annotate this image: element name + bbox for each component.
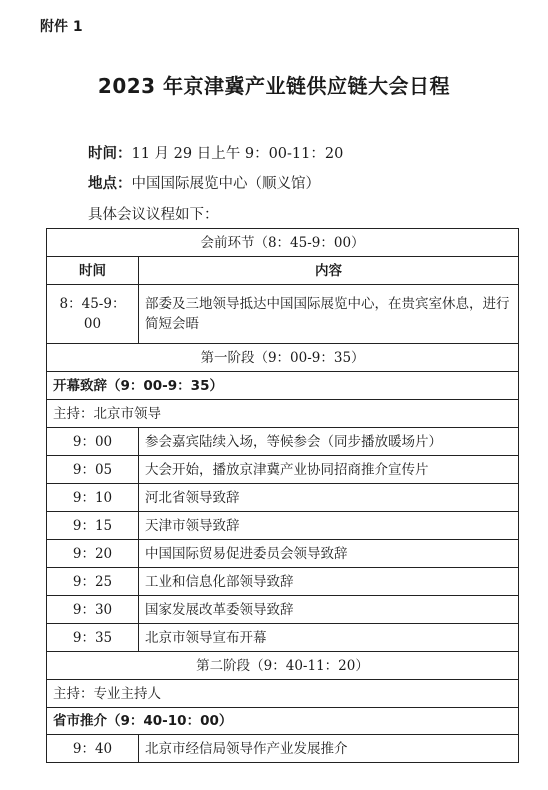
agenda-intro: 具体会议议程如下： [88, 207, 219, 223]
host1-text: 主持：北京市领导 [47, 400, 519, 428]
row-time: 9：00 [47, 428, 139, 456]
pre-session-heading: 会前环节（8：45-9：00） [47, 229, 519, 257]
page-title: 2023 年京津冀产业链供应链大会日程 [97, 74, 451, 98]
table-row [47, 484, 519, 512]
table-row [47, 596, 519, 624]
attachment-label: 附件 1 [40, 19, 83, 35]
row-content: 大会开始，播放京津冀产业协同招商推介宣传片 [139, 456, 519, 484]
row-content: 国家发展改革委领导致辞 [139, 596, 519, 624]
row-content: 天津市领导致辞 [139, 512, 519, 540]
column-header-content: 内容 [139, 257, 519, 285]
row-time: 9：15 [47, 512, 139, 540]
section-row-pre [47, 229, 519, 257]
row-time: 9：20 [47, 540, 139, 568]
row-content: 北京市经信局领导作产业发展推介 [139, 735, 519, 763]
table-row [47, 624, 519, 652]
row-content: 中国国际贸易促进委员会领导致辞 [139, 540, 519, 568]
table-row [47, 512, 519, 540]
table-row [47, 568, 519, 596]
place-value: 中国国际展览中心（顺义馆） [131, 176, 320, 192]
row-time: 9：35 [47, 624, 139, 652]
table-row [47, 456, 519, 484]
section-row-stage1 [47, 344, 519, 372]
time-label: 时间： [88, 146, 132, 162]
meeting-place [88, 172, 320, 193]
row-time: 9：05 [47, 456, 139, 484]
subsection-row-promo [47, 708, 519, 735]
row-content: 北京市领导宣布开幕 [139, 624, 519, 652]
row-time: 8：45-9：00 [47, 285, 139, 344]
host2-text: 主持：专业主持人 [47, 680, 519, 708]
subsection-row-opening [47, 372, 519, 400]
table-row [47, 735, 519, 763]
table-row [47, 428, 519, 456]
row-content: 参会嘉宾陆续入场，等候参会（同步播放暖场片） [139, 428, 519, 456]
host-row-1 [47, 400, 519, 428]
row-time: 9：25 [47, 568, 139, 596]
table-row [47, 540, 519, 568]
meeting-time [88, 142, 343, 163]
row-time: 9：30 [47, 596, 139, 624]
row-time: 9：10 [47, 484, 139, 512]
place-label: 地点： [88, 176, 132, 192]
section-row-stage2 [47, 652, 519, 680]
time-value: 11 月 29 日上午 9：00-11：20 [131, 146, 344, 162]
row-content: 河北省领导致辞 [139, 484, 519, 512]
column-header-time: 时间 [47, 257, 139, 285]
row-content: 工业和信息化部领导致辞 [139, 568, 519, 596]
stage2-heading: 第二阶段（9：40-11：20） [47, 652, 519, 680]
host-row-2 [47, 680, 519, 708]
schedule-table [46, 228, 519, 763]
header-row [47, 257, 519, 285]
row-content: 部委及三地领导抵达中国国际展览中心，在贵宾室休息，进行简短会晤 [139, 285, 519, 344]
table-row [47, 285, 519, 344]
promo-heading: 省市推介（9：40-10：00） [47, 708, 519, 735]
row-time: 9：40 [47, 735, 139, 763]
opening-heading: 开幕致辞（9：00-9：35） [47, 372, 519, 400]
stage1-heading: 第一阶段（9：00-9：35） [47, 344, 519, 372]
